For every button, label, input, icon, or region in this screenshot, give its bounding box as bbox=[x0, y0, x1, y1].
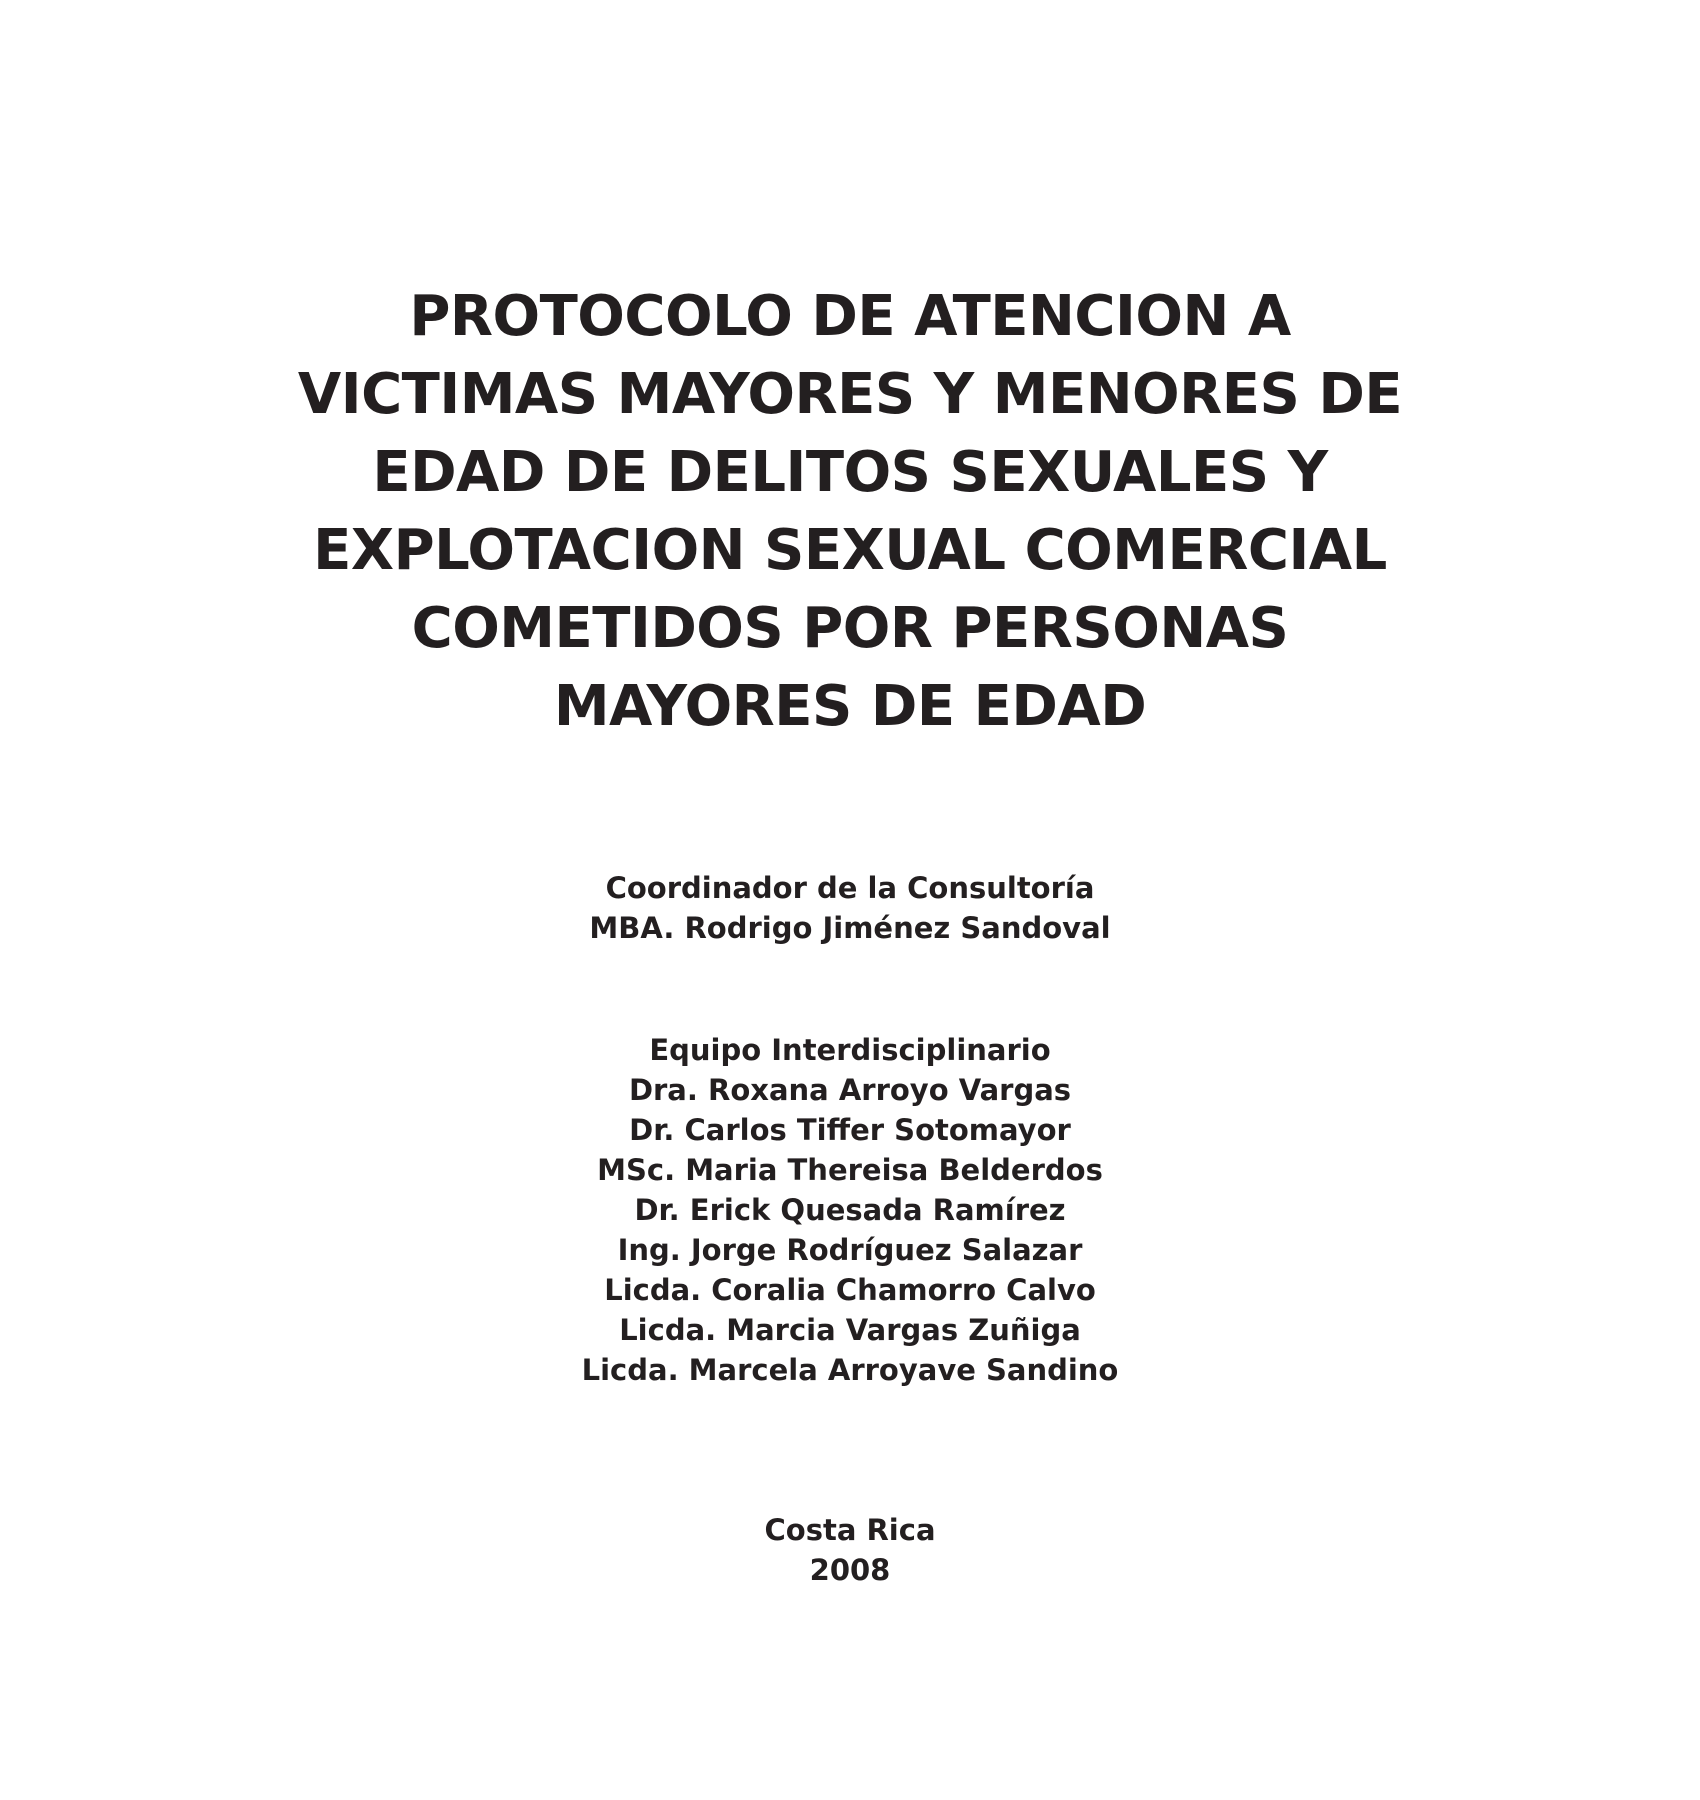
publication-info bbox=[0, 1510, 1700, 1590]
title-line: VICTIMAS MAYORES Y MENORES DE bbox=[297, 362, 1403, 427]
publication-year: 2008 bbox=[809, 1553, 891, 1587]
publication-place: Costa Rica bbox=[764, 1513, 936, 1547]
coordinator-heading: Coordinador de la Consultoría bbox=[605, 871, 1095, 905]
team-heading: Equipo Interdisciplinario bbox=[649, 1033, 1051, 1067]
title-line: MAYORES DE EDAD bbox=[553, 674, 1147, 739]
team-member: Dr. Carlos Tiffer Sotomayor bbox=[629, 1113, 1071, 1147]
team-member: Dr. Erick Quesada Ramírez bbox=[634, 1193, 1066, 1227]
team-member: Ing. Jorge Rodríguez Salazar bbox=[617, 1233, 1083, 1267]
team-member: Licda. Marcia Vargas Zuñiga bbox=[619, 1313, 1081, 1347]
team-section bbox=[0, 1030, 1700, 1390]
document-title bbox=[0, 278, 1700, 746]
team-member: Dra. Roxana Arroyo Vargas bbox=[628, 1073, 1072, 1107]
coordinator-section bbox=[0, 868, 1700, 948]
team-member: Licda. Marcela Arroyave Sandino bbox=[581, 1353, 1119, 1387]
team-member: Licda. Coralia Chamorro Calvo bbox=[604, 1273, 1096, 1307]
team-member: MSc. Maria Thereisa Belderdos bbox=[597, 1153, 1103, 1187]
title-line: EXPLOTACION SEXUAL COMERCIAL bbox=[313, 518, 1387, 583]
title-line: COMETIDOS POR PERSONAS bbox=[411, 596, 1289, 661]
coordinator-name: MBA. Rodrigo Jiménez Sandoval bbox=[589, 911, 1111, 945]
title-line: EDAD DE DELITOS SEXUALES Y bbox=[372, 440, 1328, 505]
title-line: PROTOCOLO DE ATENCION A bbox=[409, 284, 1291, 349]
